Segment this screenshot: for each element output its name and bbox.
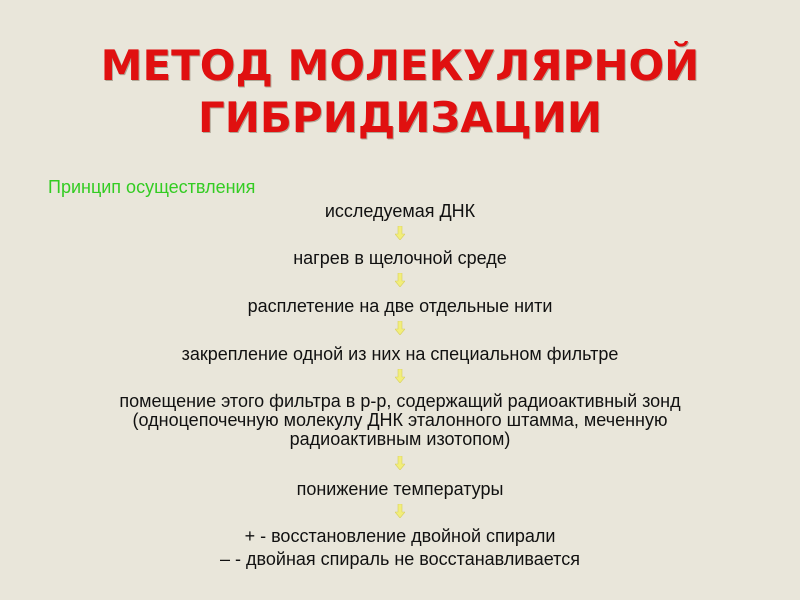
step-1-text: исследуемая ДНК	[324, 201, 476, 221]
step-5-text	[80, 392, 720, 449]
subtitle: Принцип осуществления	[48, 177, 256, 197]
title-line-1: МЕТОД МОЛЕКУЛЯРНОЙ	[100, 41, 700, 90]
slide-title	[0, 40, 800, 144]
step-7-text: + - восстановление двойной спирали	[244, 526, 556, 546]
step-4-text: закрепление одной из них на специальном фильтре	[181, 344, 619, 364]
title-line-2: ГИБРИДИЗАЦИИ	[197, 93, 603, 142]
step-6-text: понижение температуры	[296, 479, 504, 499]
down-arrow-icon	[393, 369, 407, 383]
down-arrow-icon	[393, 226, 407, 240]
down-arrow-icon	[393, 273, 407, 287]
step-5-line-2: (одноцепочечную молекулу ДНК эталонного штамма, меченную	[132, 410, 668, 430]
down-arrow-icon	[393, 504, 407, 518]
step-5-line-3: радиоактивным изотопом)	[289, 429, 511, 449]
down-arrow-icon	[393, 321, 407, 335]
down-arrow-icon	[393, 456, 407, 470]
step-2-text: нагрев в щелочной среде	[293, 248, 507, 268]
step-5-line-1: помещение этого фильтра в р-р, содержащий радиоактивный зонд	[119, 391, 681, 411]
step-3-text: расплетение на две отдельные нити	[247, 296, 553, 316]
step-8-text: – - двойная спираль не восстанавливается	[220, 549, 580, 569]
